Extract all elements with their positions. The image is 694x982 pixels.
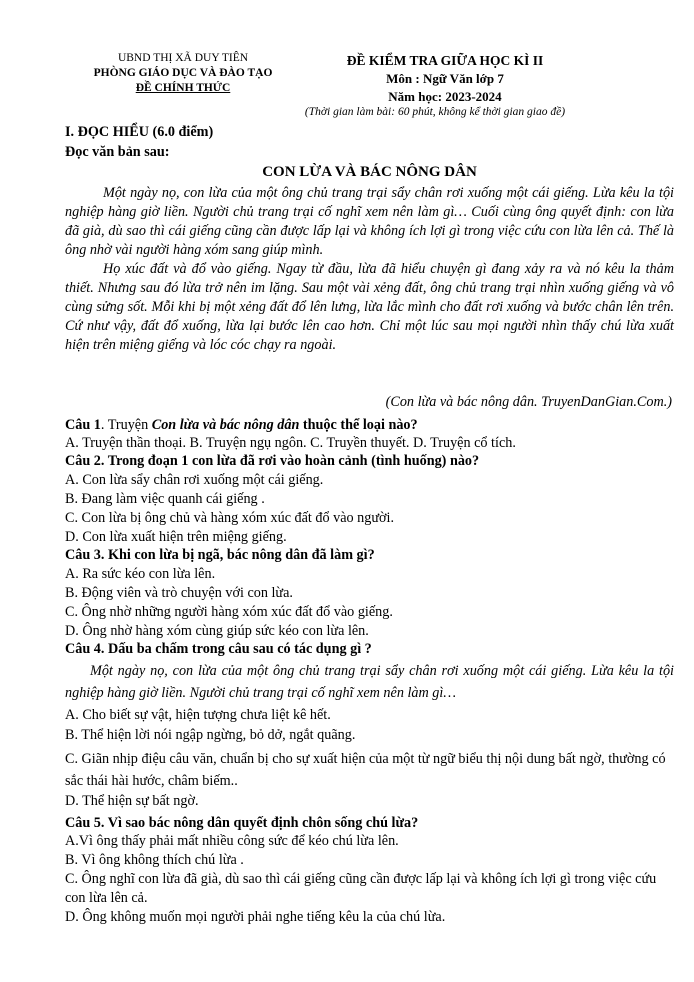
question-3 [65,546,375,564]
section-heading: I. ĐỌC HIỂU (6.0 điểm) [65,124,214,140]
q5-label: Câu 5 [65,815,101,831]
q1-label: Câu 1 [65,417,101,433]
time-note: (Thời gian làm bài: 60 phút, không kể thời gian giao đề) [304,106,566,118]
q1-text-a: . Truyện [100,417,152,433]
official-text: ĐỀ CHÍNH THỨC [135,82,231,94]
q1-text-b: thuộc thể loại nào? [299,417,418,433]
q5-option-c: C. Ông nghĩ con lừa đã già, dù sao thì cái giếng cũng cần được lấp lại và không ích lợi gì trong việc cứu con lừa lên cả. [65,871,657,906]
q4-quote: Một ngày nọ, con lừa của một ông chủ trang trại sẩy chân rơi xuống một cái giếng. Lừa kêu la tội nghiệp hàng giờ liền. Người chủ trang trại cố nghĩ xem nên làm gì… [65,663,674,701]
q2-label: Câu 2 [65,453,101,469]
story-paragraph-2: Họ xúc đất và đổ vào giếng. Ngay từ đầu, lừa đã hiểu chuyện gì đang xảy ra và nó kêu la thảm thiết. Nhưng sau đó lừa trở nên im lặng. Sau một vài xẻng đất, ông chủ trang trại nhìn xuống giếng và vô cùng sửng sốt. Mỗi khi bị một xẻng đất đổ lên lưng, lừa lắc mình cho đất rơi xuống và bước chân lên trên. Cứ như vậy, đất đổ xuống, lừa lại bước lên cao hơn. Chỉ một lúc sau mọi người nhìn thấy chú lừa xuất hiện trên miệng giếng và lóc cóc chạy ra ngoài. [65,261,674,353]
q3-option-b: B. Động viên và trò chuyện với con lừa. [65,585,293,601]
q2-option-c: C. Con lừa bị ông chủ và hàng xóm xúc đất đổ vào người. [65,510,395,526]
q3-label: Câu 3 [65,547,101,563]
exam-title: ĐỀ KIỂM TRA GIỮA HỌC KÌ II [346,53,544,68]
q4-option-d: D. Thể hiện sự bất ngờ. [65,793,199,809]
q4-option-b: B. Thể hiện lời nói ngập ngừng, bỏ dở, ngắt quãng. [65,727,356,743]
story-text [65,184,674,355]
org-line1: UBND THỊ XÃ DUY TIÊN [117,52,249,64]
q4-text: . Dấu ba chấm trong câu sau có tác dụng gì ? [100,641,372,657]
q5-option-b: B. Vì ông không thích chú lừa . [65,852,244,868]
q1-story-title: Con lừa và bác nông dân [151,417,300,433]
question-2 [65,452,479,470]
story-title: CON LỪA VÀ BÁC NÔNG DÂN [262,164,477,180]
q2-option-b: B. Đang làm việc quanh cái giếng . [65,491,265,507]
org-line2: PHÒNG GIÁO DỤC VÀ ĐÀO TẠO [93,67,273,79]
q5-option-d: D. Ông không muốn mọi người phải nghe tiếng kêu la của chú lừa. [65,909,446,925]
q1-options: A. Truyện thần thoại. B. Truyện ngụ ngôn. C. Truyền thuyết. D. Truyện cổ tích. [65,435,516,451]
subject-line: Môn : Ngữ Văn lớp 7 [386,71,504,86]
section-instruction: Đọc văn bản sau: [65,144,170,160]
q4-option-c: C. Giãn nhịp điệu câu văn, chuẩn bị cho sự xuất hiện của một từ ngữ biểu thị nội dung bất ngờ, thường có sắc thái hài hước, châm biếm.. [65,751,666,789]
q4-label: Câu 4 [65,641,101,657]
question-5 [65,814,418,832]
q4-option-a: A. Cho biết sự vật, hiện tượng chưa liệt kê hết. [65,707,331,723]
q3-option-d: D. Ông nhờ hàng xóm cùng giúp sức kéo con lừa lên. [65,623,369,639]
q3-option-a: A. Ra sức kéo con lừa lên. [65,566,216,582]
question-1 [65,416,418,434]
q2-option-d: D. Con lừa xuất hiện trên miệng giếng. [65,529,287,545]
question-4 [65,640,372,658]
story-source: (Con lừa và bác nông dân. TruyenDanGian.Com.) [385,394,672,410]
q5-option-a: A.Vì ông thấy phải mất nhiều công sức để kéo chú lừa lên. [65,833,399,849]
q3-text: . Khi con lừa bị ngã, bác nông dân đã làm gì? [100,547,375,563]
q3-option-c: C. Ông nhờ những người hàng xóm xúc đất đổ vào giếng. [65,604,393,620]
q5-text: . Vì sao bác nông dân quyết định chôn sống chú lừa? [100,815,419,831]
q2-text: . Trong đoạn 1 con lừa đã rơi vào hoàn cảnh (tình huống) nào? [100,453,480,469]
q2-option-a: A. Con lừa sẩy chân rơi xuống một cái giếng. [65,472,324,488]
school-year: Năm học: 2023-2024 [388,89,502,104]
official-label [68,81,298,96]
story-paragraph-1: Một ngày nọ, con lừa của một ông chủ trang trại sẩy chân rơi xuống một cái giếng. Lừa kêu la tội nghiệp hàng giờ liền. Người chủ trang trại cố nghĩ xem nên làm gì… Cuối cùng ông quyết định: con lừa đã già, dù sao thì cái giếng cũng cần được lấp lại và không ích lợi gì trong việc cứu con lừa lên cả. Thế là ông nhờ vài người hàng xóm sang giúp mình. [65,185,674,258]
q4-quote-block [65,660,674,704]
